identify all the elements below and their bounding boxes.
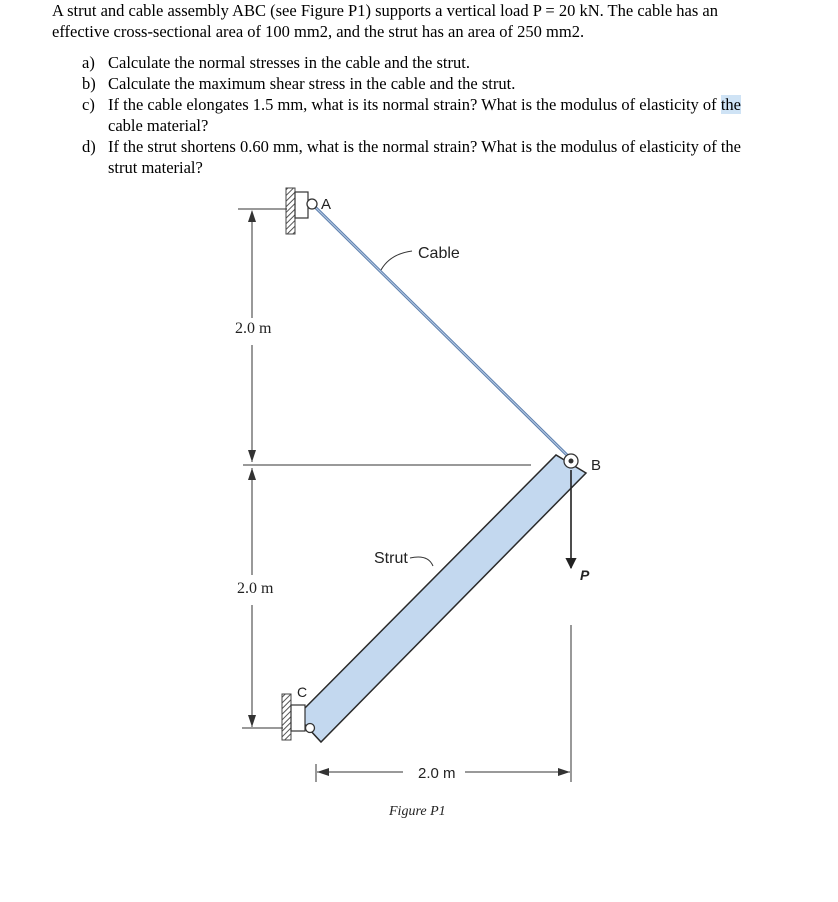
dimension-lower-label: 2.0 m bbox=[237, 580, 274, 597]
cable-label: Cable bbox=[418, 245, 460, 262]
dimension-horizontal-label: 2.0 m bbox=[418, 765, 456, 782]
question-text-main: If the cable elongates 1.5 mm, what is its normal strain? What is the modulus of elasticity of bbox=[108, 95, 721, 114]
cable-leader bbox=[381, 251, 412, 270]
label-p: P bbox=[580, 567, 590, 583]
question-letter: a) bbox=[82, 53, 95, 72]
dimension-upper-label: 2.0 m bbox=[235, 320, 272, 337]
label-a: A bbox=[321, 196, 332, 213]
question-text-cont: strut material? bbox=[108, 158, 203, 177]
wall-support-a bbox=[286, 188, 308, 234]
figure-caption: Figure P1 bbox=[389, 804, 446, 819]
question-letter: b) bbox=[82, 74, 96, 93]
highlighted-word: the bbox=[720, 95, 741, 114]
intro-line-2: effective cross-sectional area of 100 mm2, and the strut has an area of 250 mm2. bbox=[52, 22, 585, 41]
label-b: B bbox=[591, 457, 602, 474]
strut-label: Strut bbox=[374, 550, 408, 567]
question-letter: d) bbox=[82, 137, 96, 156]
wall-support-c bbox=[282, 694, 305, 740]
intro-line-1: A strut and cable assembly ABC (see Figure P1) supports a vertical load P = 20 kN. The cable has an bbox=[52, 1, 718, 20]
question-text: If the strut shortens 0.60 mm, what is the normal strain? What is the modulus of elasticity of the bbox=[108, 137, 741, 156]
question-text-cont: cable material? bbox=[108, 116, 209, 135]
question-text: Calculate the maximum shear stress in the cable and the strut. bbox=[108, 74, 516, 93]
question-letter: c) bbox=[82, 95, 95, 114]
pin-c bbox=[306, 724, 315, 733]
dimension-lower bbox=[242, 468, 283, 728]
question-text: Calculate the normal stresses in the cable and the strut. bbox=[108, 53, 470, 72]
strut bbox=[297, 455, 586, 742]
label-c: C bbox=[297, 684, 308, 700]
strut-leader bbox=[410, 557, 433, 566]
pin-a bbox=[307, 199, 317, 209]
